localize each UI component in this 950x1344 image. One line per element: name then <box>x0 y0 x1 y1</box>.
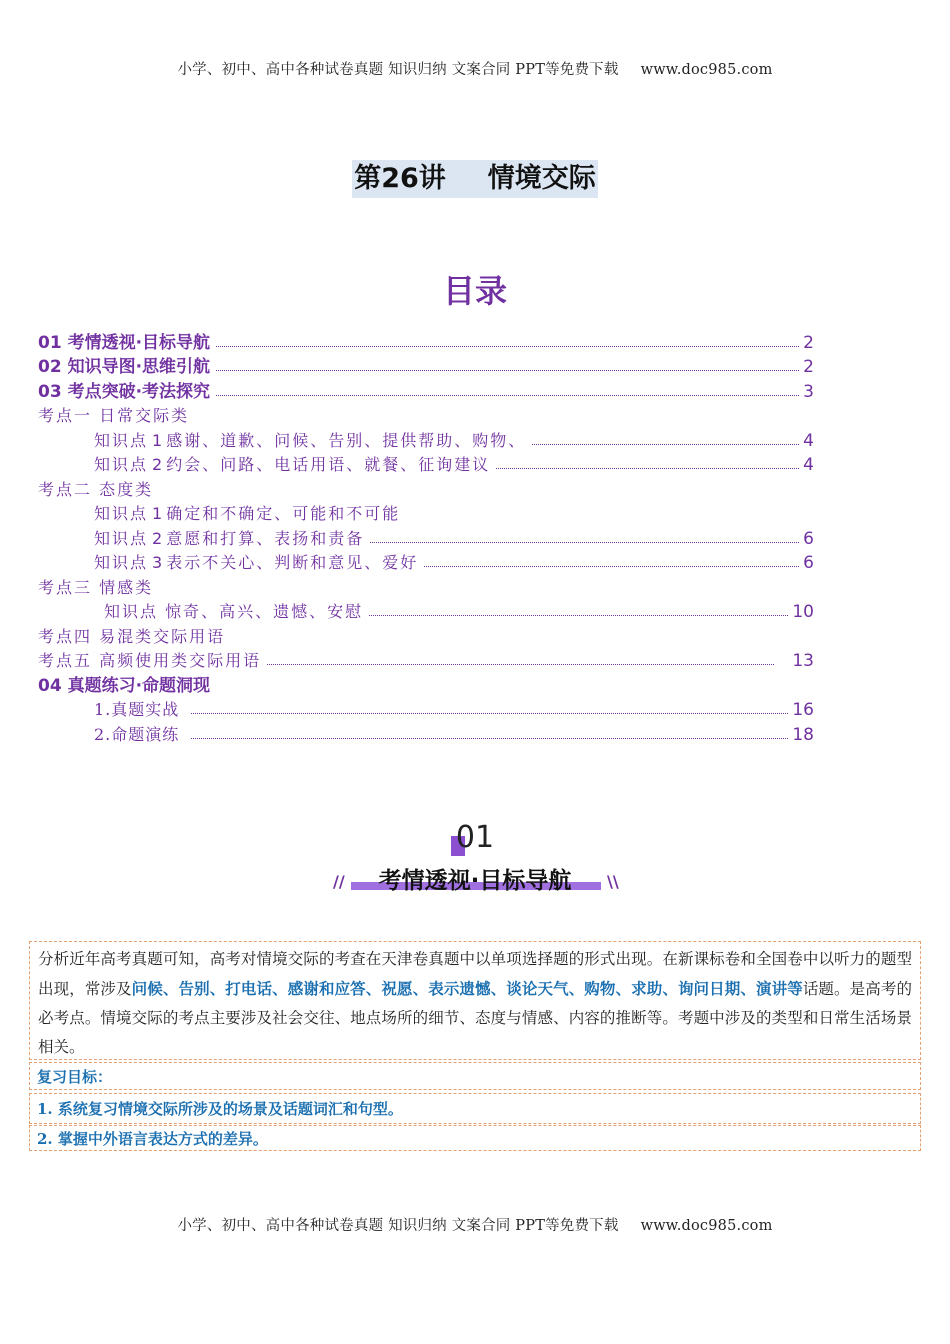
page-footer <box>0 1214 950 1235</box>
toc-item[interactable]: 考点四 易混类交际用语 <box>38 626 226 646</box>
toc-item[interactable]: 考点一 日常交际类 <box>38 406 190 425</box>
goal-2-box <box>29 1125 921 1151</box>
toc-item[interactable]: 知识点 惊奇、高兴、遗憾、安慰 10 <box>104 602 814 622</box>
section-left-slash: // <box>333 872 345 891</box>
toc-item[interactable]: 04 真题练习·命题洞现 <box>38 675 211 696</box>
section-title: 考情透视·目标导航 <box>378 868 572 894</box>
toc-item[interactable]: 03 考点突破·考法探究 3 <box>38 381 814 402</box>
goal-1-box <box>29 1093 921 1124</box>
goals-label-box <box>29 1062 921 1090</box>
lecture-title <box>352 160 598 198</box>
toc-item[interactable]: 知识点 1 感谢、道歉、问候、告别、提供帮助、购物、 4 <box>94 430 814 451</box>
analysis-text: 分析近年高考真题可知，高考对情境交际的考查在天津卷真题中以单项选择题的形式出现。在新课标卷和全国卷中以听力的题型出现，常涉及问候、告别、打电话、感谢和应答、祝愿、表示遗憾、谈论天气、购物、求助、询问日期、演讲等话题。是高考的必考点。情境交际的考点主要涉及社会交往、地点场所的细节、态度与情感、内容的推断等。考题中涉及的类型和日常生活场景相关。 <box>38 950 912 1056</box>
goals-label: 复习目标： <box>37 1068 113 1086</box>
toc-item[interactable]: 知识点 2 意愿和打算、表扬和责备 6 <box>94 528 814 549</box>
toc-item[interactable]: 1.真题实战 16 <box>94 700 814 720</box>
footer-url[interactable]: www.doc985.com <box>640 1218 773 1234</box>
toc-item[interactable]: 2.命题演练 18 <box>94 724 814 745</box>
toc-item[interactable]: 知识点 2 约会、问路、电话用语、就餐、征询建议 4 <box>94 455 814 475</box>
section-number: 01 <box>0 820 950 855</box>
lecture-number: 第26讲 <box>354 163 446 194</box>
toc-item[interactable]: 知识点 1 确定和不确定、可能和不可能 <box>94 504 401 523</box>
header-text: 小学、初中、高中各种试卷真题 知识归纳 文案合同 PPT等免费下载 <box>177 62 619 78</box>
page-header <box>0 58 950 79</box>
toc-item[interactable]: 02 知识导图·思维引航 2 <box>38 357 814 377</box>
goal-2: 2. 掌握中外语言表达方式的差异。 <box>37 1130 268 1148</box>
analysis-box <box>29 941 921 1060</box>
toc-item[interactable]: 考点二 态度类 <box>38 479 154 499</box>
section-right-slash: \\ <box>607 872 619 891</box>
header-url[interactable]: www.doc985.com <box>640 62 773 78</box>
table-of-contents <box>38 328 814 745</box>
toc-item[interactable]: 考点三 情感类 <box>38 577 154 597</box>
toc-heading: 目录 <box>442 272 507 310</box>
goal-1: 1. 系统复习情境交际所涉及的场景及话题词汇和句型。 <box>37 1100 403 1118</box>
analysis-topics: 问候、告别、打电话、感谢和应答、祝愿、表示遗憾、谈论天气、购物、求助、询问日期、演讲等 <box>131 979 803 998</box>
footer-text: 小学、初中、高中各种试卷真题 知识归纳 文案合同 PPT等免费下载 <box>177 1218 619 1234</box>
lecture-topic: 情境交际 <box>487 163 596 194</box>
toc-item[interactable]: 01 考情透视·目标导航 2 <box>38 332 814 353</box>
section-banner <box>0 862 950 895</box>
lecture-title-wrap <box>0 160 950 198</box>
toc-item[interactable]: 知识点 3 表示不关心、判断和意见、爱好 6 <box>94 553 814 573</box>
toc-item[interactable]: 考点五 高频使用类交际用语 13 <box>38 651 814 671</box>
